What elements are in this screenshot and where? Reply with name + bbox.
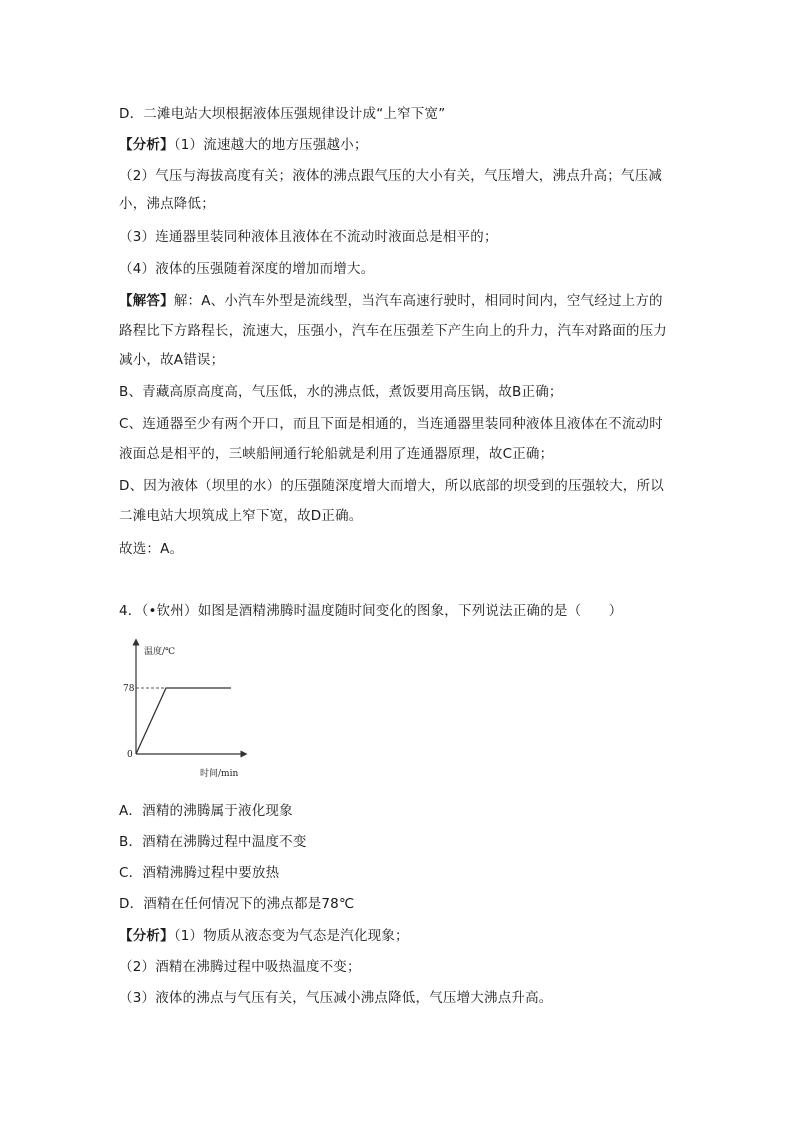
analysis-line-4: （4）液体的压强随着深度的增加而增大。 xyxy=(119,261,375,277)
answer-line-2: 路程比下方路程长，流速大，压强小，汽车在压强差下产生向上的升力，汽车对路面的压力 xyxy=(119,323,667,339)
origin-label: 0 xyxy=(127,750,133,760)
option-d-prev: D．二滩电站大坝根据液体压强规律设计成“上窄下宽” xyxy=(119,106,446,122)
analysis-line-2b: 小，沸点降低； xyxy=(119,196,215,212)
option-d: D．酒精在任何情况下的沸点都是78℃ xyxy=(119,896,355,912)
answer-line-6: 液面总是相平的，三峡船闸通行轮船就是利用了连通器原理，故C正确； xyxy=(119,446,554,462)
answer-tag: 【解答】 xyxy=(119,293,174,309)
answer-line-3: 减小，故A错误； xyxy=(119,352,225,368)
answer-line-5: C、连通器至少有两个开口，而且下面是相通的，当连通器里装同种液体且液体在不流动时 xyxy=(119,416,663,432)
answer-line-7: D、因为液体（坝里的水）的压强随深度增大而增大，所以底部的坝受到的压强较大，所以 xyxy=(119,478,664,494)
option-b: B．酒精在沸腾过程中温度不变 xyxy=(119,834,307,850)
y-tick-78: 78 xyxy=(123,684,135,694)
temperature-series-line xyxy=(136,688,231,754)
analysis-line-3: （3）连通器里装同种液体且液体在不流动时液面总是相平的； xyxy=(119,229,498,245)
q4-analysis-tag: 【分析】 xyxy=(119,928,174,944)
boiling-graph xyxy=(114,636,254,782)
x-axis-label: 时间/min xyxy=(200,769,239,779)
analysis-line-1: 【分析】（1）流速越大的地方压强越小； xyxy=(119,137,368,153)
q4-analysis-line-2: （2）酒精在沸腾过程中吸热温度不变； xyxy=(119,959,361,975)
q4-analysis-line-1: 【分析】（1）物质从液态变为气态是汽化现象； xyxy=(119,928,409,944)
answer-line-4: B、青藏高原高度高，气压低，水的沸点低，煮饭要用高压锅，故B正确； xyxy=(119,384,563,400)
option-c: C．酒精沸腾过程中要放热 xyxy=(119,865,280,881)
option-a: A．酒精的沸腾属于液化现象 xyxy=(119,803,293,819)
answer-conclusion: 故选：A。 xyxy=(119,541,184,557)
analysis-tag: 【分析】 xyxy=(119,137,174,153)
answer-line-8: 二滩电站大坝筑成上窄下宽，故D正确。 xyxy=(119,508,363,524)
analysis-line-2: （2）气压与海拔高度有关；液体的沸点跟气压的大小有关，气压增大，沸点升高；气压减 xyxy=(119,168,663,184)
boiling-graph-figure xyxy=(114,636,254,782)
question-4-stem: 4．（•钦州）如图是酒精沸腾时温度随时间变化的图象，下列说法正确的是（ ） xyxy=(119,603,623,619)
q4-analysis-line-3: （3）液体的沸点与气压有关，气压减小沸点降低，气压增大沸点升高。 xyxy=(119,990,553,1006)
y-axis-label: 温度/℃ xyxy=(144,647,176,657)
answer-line-1: 【解答】解：A、小汽车外型是流线型，当汽车高速行驶时，相同时间内，空气经过上方的 xyxy=(119,293,663,309)
